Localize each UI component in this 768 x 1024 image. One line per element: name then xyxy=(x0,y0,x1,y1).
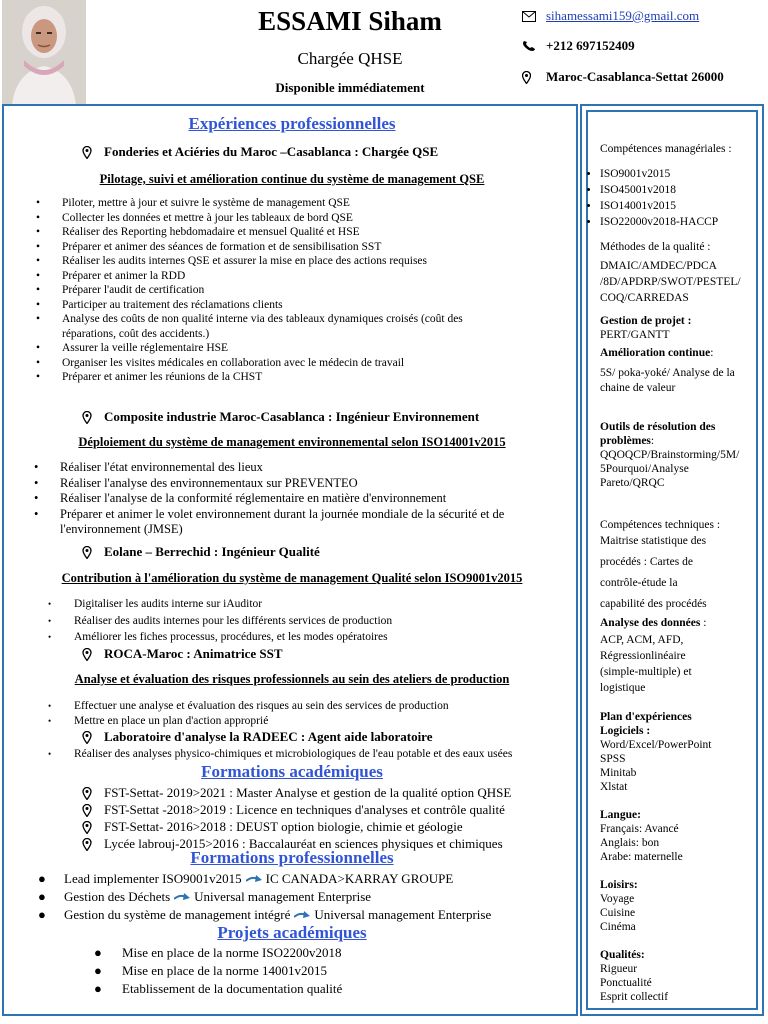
job-2-tasks xyxy=(34,460,572,538)
methods-title: Méthodes de la qualité : xyxy=(600,241,711,253)
phone-contact xyxy=(522,38,635,54)
job-3-company: Eolane – Berrechid : Ingénieur Qualité xyxy=(82,544,320,560)
list-item: • Réaliser les audits internes QSE et assurer la mise en place des actions requises xyxy=(36,254,566,269)
hobbies-section: Loisirs: Voyage Cuisine Cinéma xyxy=(600,879,638,933)
list-item: • Réaliser l'état environnemental des lieux xyxy=(34,460,572,476)
managerial-list xyxy=(588,166,768,230)
improvement-text: 5S/ poka-yoké/ Analyse de la chaine de valeur xyxy=(600,367,735,394)
sidebar-inner-frame xyxy=(586,110,758,1010)
list-item: • Préparer et animer le volet environnement durant la journée mondiale de la sécurité et de xyxy=(34,507,572,523)
job-3-tasks xyxy=(48,597,568,645)
profile-photo xyxy=(2,0,86,105)
list-item-continuation: réparations, coût des accidents.) xyxy=(62,327,210,340)
location-pin-icon xyxy=(82,804,92,817)
list-item: • ISO22000v2018-HACCP xyxy=(600,214,768,230)
list-item: • Organiser les visites médicales en collaboration avec le médecin de travail xyxy=(36,356,566,371)
tech-title: Compétences techniques : xyxy=(600,519,721,531)
software-section: Plan d'expériences Logiciels : Word/Excel/PowerPoint SPSS Minitab Xlstat xyxy=(600,711,712,793)
job-1-tasks xyxy=(36,196,566,385)
academic-item: FST-Settat- 2019>2021 : Master Analyse et gestion de la qualité option QHSE xyxy=(82,785,511,801)
list-item: • ISO45001v2018 xyxy=(600,182,768,198)
experiences-heading: Expériences professionnelles xyxy=(188,114,396,133)
job-1-company: Fonderies et Aciéries du Maroc –Casablanca : Chargée QSE xyxy=(82,144,438,160)
professional-training-heading: Formations professionnelles xyxy=(190,848,394,867)
methods-text: DMAIC/AMDEC/PDCA /8D/APDRP/SWOT/PESTEL/ COQ/CARREDAS xyxy=(600,260,741,304)
location-pin-icon xyxy=(82,146,92,159)
qualities-section: Qualités: Rigueur Ponctualité Esprit collectif xyxy=(600,949,669,1003)
envelope-icon xyxy=(522,11,540,22)
location-pin-icon xyxy=(82,648,92,661)
list-item: • Réaliser des audits internes pour les différents services de production xyxy=(48,614,568,629)
academic-training-heading: Formations académiques xyxy=(201,762,383,781)
list-item: • Effectuer une analyse et évaluation des risques au sein des services de production xyxy=(48,699,568,714)
pro-training-item: ● Gestion du système de management intégré Universal management Enterprise xyxy=(38,907,492,922)
location-pin-icon xyxy=(82,546,92,559)
list-item: • Réaliser l'analyse de la conformité réglementaire en matière d'environnement xyxy=(34,491,572,507)
list-item: • Collecter les données et mettre à jour les tableaux de bord QSE xyxy=(36,211,566,226)
list-item: • Piloter, mettre à jour et suivre le système de management QSE xyxy=(36,196,566,211)
job-5-tasks xyxy=(48,747,578,762)
list-item: • Préparer et animer les réunions de la CHST xyxy=(36,370,566,385)
list-item: • Participer au traitement des réclamations clients xyxy=(36,298,566,313)
candidate-name: ESSAMI Siham xyxy=(258,6,442,36)
project-item: ● Mise en place de la norme ISO2200v2018 xyxy=(94,945,342,960)
job-4-company: ROCA-Maroc : Animatrice SST xyxy=(82,646,282,662)
language-section: Langue: Français: Avancé Anglais: bon Arabe: maternelle xyxy=(600,809,683,863)
list-item: • Assurer la veille réglementaire HSE xyxy=(36,341,566,356)
list-item: • Digitaliser les audits interne sur iAuditor xyxy=(48,597,568,612)
email-contact xyxy=(522,8,699,24)
list-item: • ISO14001v2015 xyxy=(600,198,768,214)
managerial-title: Compétences managériales : xyxy=(600,143,732,155)
project-item: ● Mise en place de la norme 14001v2015 xyxy=(94,963,328,978)
tools-section: Outils de résolution des problèmes: QQOQCP/Brainstorming/5M/ 5Pourquoi/Analyse Pareto/QRQC xyxy=(600,421,740,489)
job-4-tasks xyxy=(48,699,568,728)
location-pin-icon xyxy=(82,821,92,834)
location-pin-icon xyxy=(82,411,92,424)
list-item: • Analyse des coûts de non qualité interne via des tableaux dynamiques croisés (coût des xyxy=(36,312,566,327)
list-item: • Mettre en place un plan d'action approprié xyxy=(48,714,568,729)
location-pin-icon xyxy=(82,787,92,800)
pro-training-item: ● Lead implementer ISO9001v2015 IC CANADA>KARRAY GROUPE xyxy=(38,871,454,886)
main-content-box xyxy=(2,104,578,1016)
project-management: Gestion de projet : PERT/GANTT xyxy=(600,315,692,341)
job-2-subtitle: Déploiement du système de management environnemental selon ISO14001v2015 xyxy=(78,435,506,449)
job-5-company: Laboratoire d'analyse la RADEEC : Agent aide laboratoire xyxy=(82,729,433,745)
data-analysis-title: Analyse des données : xyxy=(600,617,707,629)
list-item: • Réaliser des Reporting hebdomadaire et mensuel Qualité et HSE xyxy=(36,225,566,240)
location-contact xyxy=(522,69,724,85)
list-item: • Préparer l'audit de certification xyxy=(36,283,566,298)
list-item: • ISO9001v2015 xyxy=(600,166,768,182)
academic-item: Lycée labrouj-2015>2016 : Baccalauréat en sciences physiques et chimiques xyxy=(82,836,503,852)
job-4-subtitle: Analyse et évaluation des risques professionnels au sein des ateliers de production xyxy=(74,672,510,686)
data-analysis-text: ACP, ACM, AFD, Régressionlinéaire (simple-multiple) et logistique xyxy=(600,634,692,694)
location-pin-icon xyxy=(522,71,540,84)
list-item-continuation: l'environnement (JMSE) xyxy=(60,522,183,536)
academic-item: FST-Settat -2018>2019 : Licence en techniques d'analyses et contrôle qualité xyxy=(82,802,505,818)
availability-text: Disponible immédiatement xyxy=(275,80,425,95)
email-link[interactable]: sihamessami159@gmail.com xyxy=(546,8,700,23)
list-item: • Préparer et animer la RDD xyxy=(36,269,566,284)
job-2-company: Composite industrie Maroc-Casablanca : Ingénieur Environnement xyxy=(82,409,479,425)
job-1-subtitle: Pilotage, suivi et amélioration continue du système de management QSE xyxy=(99,172,485,186)
location-pin-icon xyxy=(82,731,92,744)
sidebar-box xyxy=(580,104,764,1016)
pro-training-item: ● Gestion des Déchets Universal management Enterprise xyxy=(38,889,372,904)
phone-number: +212 697152409 xyxy=(546,38,635,53)
tech-text: Maitrise statistique des procédés : Cartes de contrôle-étude la capabilité des procédés xyxy=(600,535,707,610)
list-item: • Réaliser des analyses physico-chimiques et microbiologiques de l'eau potable et des eaux usées xyxy=(48,747,578,762)
candidate-role: Chargée QHSE xyxy=(297,49,403,68)
academic-item: FST-Settat- 2016>2018 : DEUST option biologie, chimie et géologie xyxy=(82,819,463,835)
arrow-right-icon xyxy=(174,892,190,902)
list-item: • Préparer et animer des séances de formation et de sensibilisation SST xyxy=(36,240,566,255)
list-item: • Améliorer les fiches processus, procédures, et les modes opératoires xyxy=(48,630,568,645)
location-text: Maroc-Casablanca-Settat 26000 xyxy=(546,69,724,84)
arrow-right-icon xyxy=(294,910,310,920)
academic-projects-heading: Projets académiques xyxy=(217,923,367,942)
job-3-subtitle: Contribution à l'amélioration du système de management Qualité selon ISO9001v2015 xyxy=(61,571,523,585)
arrow-right-icon xyxy=(246,874,262,884)
project-item: ● Etablissement de la documentation qualité xyxy=(94,981,343,996)
improvement-title: Amélioration continue: xyxy=(600,347,714,359)
list-item: • Réaliser l'analyse des environnementaux sur PREVENTEO xyxy=(34,476,572,492)
phone-icon xyxy=(522,40,540,52)
